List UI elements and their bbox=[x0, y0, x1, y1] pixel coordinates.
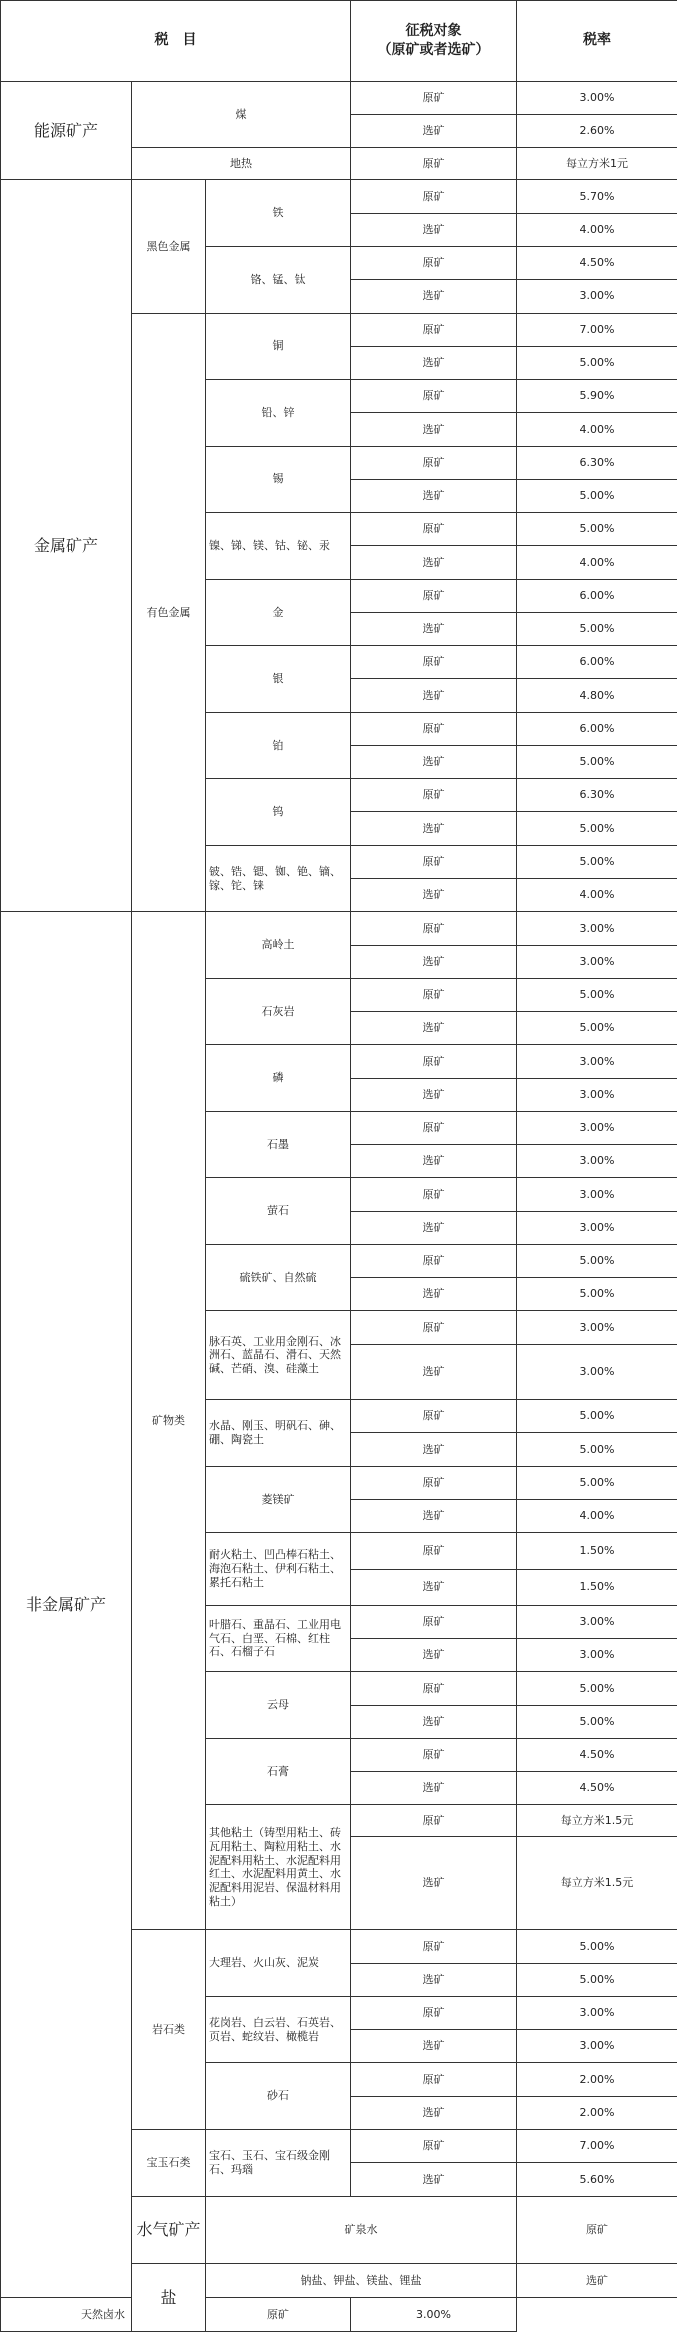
object-label: 选矿 bbox=[351, 546, 517, 579]
item-copper: 铜 bbox=[206, 313, 351, 380]
object-label: 选矿 bbox=[351, 2163, 517, 2196]
rate-value: 4.00% bbox=[517, 546, 677, 579]
object-label: 选矿 bbox=[351, 1344, 517, 1399]
subcategory-gem: 宝玉石类 bbox=[132, 2129, 206, 2196]
object-label: 选矿 bbox=[351, 213, 517, 246]
rate-value: 3.00% bbox=[517, 1639, 677, 1672]
rate-value: 5.00% bbox=[517, 513, 677, 546]
object-label: 选矿 bbox=[351, 879, 517, 912]
object-label: 原矿 bbox=[351, 513, 517, 546]
rate-value: 5.00% bbox=[517, 1963, 677, 1996]
item-mica: 云母 bbox=[206, 1672, 351, 1739]
subcategory-nonferrous: 有色金属 bbox=[132, 313, 206, 912]
object-label: 原矿 bbox=[351, 712, 517, 745]
item-limestone: 石灰岩 bbox=[206, 978, 351, 1045]
object-label: 选矿 bbox=[351, 1639, 517, 1672]
rate-value: 5.00% bbox=[517, 978, 677, 1011]
rate-value: 3.00% bbox=[517, 1605, 677, 1638]
object-label: 选矿 bbox=[351, 479, 517, 512]
object-label: 选矿 bbox=[351, 1278, 517, 1311]
object-label: 原矿 bbox=[351, 148, 517, 180]
object-label: 选矿 bbox=[351, 745, 517, 778]
header-object-line2: （原矿或者选矿） bbox=[377, 41, 490, 58]
object-label: 原矿 bbox=[351, 380, 517, 413]
rate-value: 4.00% bbox=[517, 1499, 677, 1532]
object-label: 原矿 bbox=[351, 1311, 517, 1344]
item-salts: 钠盐、钾盐、镁盐、锂盐 bbox=[206, 2264, 517, 2298]
item-brine: 天然卤水 bbox=[1, 2298, 206, 2332]
object-label: 选矿 bbox=[351, 1012, 517, 1045]
subcategory-ferrous: 黑色金属 bbox=[132, 180, 206, 313]
item-granite-group: 花岗岩、白云岩、石英岩、页岩、蛇纹岩、橄榄岩 bbox=[206, 1996, 351, 2063]
object-label: 选矿 bbox=[351, 413, 517, 446]
object-label: 原矿 bbox=[351, 1466, 517, 1499]
item-gem-group: 宝石、玉石、宝石级金刚石、玛瑙 bbox=[206, 2129, 351, 2196]
item-kaolin: 高岭土 bbox=[206, 912, 351, 979]
rate-value: 6.30% bbox=[517, 446, 677, 479]
item-iron: 铁 bbox=[206, 180, 351, 247]
object-label: 原矿 bbox=[351, 1533, 517, 1569]
object-label: 选矿 bbox=[351, 2030, 517, 2063]
object-label: 原矿 bbox=[351, 978, 517, 1011]
object-label: 选矿 bbox=[351, 280, 517, 313]
object-label: 原矿 bbox=[351, 1178, 517, 1211]
object-label: 原矿 bbox=[351, 246, 517, 279]
rate-value: 5.00% bbox=[517, 1433, 677, 1466]
object-label: 原矿 bbox=[351, 1738, 517, 1771]
rate-value: 3.00% bbox=[517, 1996, 677, 2029]
object-label: 选矿 bbox=[517, 2264, 677, 2298]
object-label: 原矿 bbox=[351, 180, 517, 213]
item-marble-group: 大理岩、火山灰、泥炭 bbox=[206, 1930, 351, 1997]
item-lead-zinc: 铅、锌 bbox=[206, 380, 351, 447]
object-label: 原矿 bbox=[351, 1045, 517, 1078]
rate-value: 3.00% bbox=[351, 2298, 517, 2332]
item-other-rare-metals: 铍、锆、锶、铷、铯、镝、镓、铊、铼 bbox=[206, 845, 351, 912]
object-label: 选矿 bbox=[351, 1963, 517, 1996]
object-label: 原矿 bbox=[351, 313, 517, 346]
rate-value: 6.30% bbox=[517, 779, 677, 812]
subcategory-mineral: 矿物类 bbox=[132, 912, 206, 1930]
rate-value: 2.60% bbox=[517, 114, 677, 147]
rate-value: 3.00% bbox=[517, 1045, 677, 1078]
item-pyrite: 硫铁矿、自然硫 bbox=[206, 1244, 351, 1311]
rate-value: 6.00% bbox=[517, 712, 677, 745]
object-label: 选矿 bbox=[351, 679, 517, 712]
object-label: 原矿 bbox=[206, 2298, 351, 2332]
rate-value: 3.00% bbox=[517, 1344, 677, 1399]
object-label: 选矿 bbox=[351, 1499, 517, 1532]
object-label: 选矿 bbox=[351, 2096, 517, 2129]
object-label: 选矿 bbox=[351, 1078, 517, 1111]
category-nonmetal: 非金属矿产 bbox=[1, 912, 132, 2298]
header-object-line1: 征税对象 bbox=[405, 22, 462, 39]
object-label: 原矿 bbox=[351, 1605, 517, 1638]
header-tax-object bbox=[351, 1, 517, 82]
rate-value: 4.50% bbox=[517, 246, 677, 279]
rate-value: 3.00% bbox=[517, 1211, 677, 1244]
category-water-gas: 水气矿产 bbox=[132, 2196, 206, 2264]
rate-value: 6.00% bbox=[517, 646, 677, 679]
item-mineral-water: 矿泉水 bbox=[206, 2196, 517, 2264]
rate-value: 3.00% bbox=[517, 81, 677, 114]
object-label: 选矿 bbox=[351, 1433, 517, 1466]
object-label: 原矿 bbox=[351, 1805, 517, 1836]
object-label: 原矿 bbox=[351, 646, 517, 679]
object-label: 原矿 bbox=[351, 2063, 517, 2096]
object-label: 原矿 bbox=[517, 2196, 677, 2264]
item-other-clay: 其他粘土（铸型用粘土、砖瓦用粘土、陶粒用粘土、水泥配料用粘土、水泥配料用红土、水泥配料用黄土、水泥配料用泥岩、保温材料用粘土） bbox=[206, 1805, 351, 1930]
object-label: 原矿 bbox=[351, 912, 517, 945]
rate-value: 3.00% bbox=[517, 1078, 677, 1111]
rate-value: 6.00% bbox=[517, 579, 677, 612]
item-sandstone: 砂石 bbox=[206, 2063, 351, 2130]
object-label: 原矿 bbox=[351, 779, 517, 812]
object-label: 选矿 bbox=[351, 1772, 517, 1805]
object-label: 原矿 bbox=[351, 1111, 517, 1144]
rate-value: 3.00% bbox=[517, 1111, 677, 1144]
object-label: 选矿 bbox=[351, 1836, 517, 1930]
object-label: 原矿 bbox=[351, 81, 517, 114]
object-label: 选矿 bbox=[351, 945, 517, 978]
item-magnesite: 菱镁矿 bbox=[206, 1466, 351, 1533]
rate-value: 5.00% bbox=[517, 1930, 677, 1963]
item-gold: 金 bbox=[206, 579, 351, 646]
rate-value: 5.60% bbox=[517, 2163, 677, 2196]
rate-value: 5.00% bbox=[517, 612, 677, 645]
item-cr-mn-ti: 铬、锰、钛 bbox=[206, 246, 351, 313]
rate-value: 每立方米1.5元 bbox=[517, 1836, 677, 1930]
object-label: 选矿 bbox=[351, 812, 517, 845]
object-label: 选矿 bbox=[351, 612, 517, 645]
rate-value: 2.00% bbox=[517, 2063, 677, 2096]
object-label: 选矿 bbox=[351, 1145, 517, 1178]
rate-value: 5.00% bbox=[517, 1705, 677, 1738]
rate-value: 5.00% bbox=[517, 745, 677, 778]
header-tax-item: 税 目 bbox=[1, 1, 351, 82]
category-energy: 能源矿产 bbox=[1, 81, 132, 180]
rate-value: 4.50% bbox=[517, 1772, 677, 1805]
rate-value: 7.00% bbox=[517, 313, 677, 346]
object-label: 原矿 bbox=[351, 1400, 517, 1433]
object-label: 原矿 bbox=[351, 1930, 517, 1963]
item-gypsum: 石膏 bbox=[206, 1738, 351, 1805]
category-salt: 盐 bbox=[132, 2264, 206, 2332]
item-platinum: 铂 bbox=[206, 712, 351, 779]
rate-value: 7.00% bbox=[517, 2129, 677, 2162]
object-label: 原矿 bbox=[351, 1672, 517, 1705]
item-pyrophyllite-group: 叶腊石、重晶石、工业用电气石、白垩、石棉、红柱石、石榴子石 bbox=[206, 1605, 351, 1672]
object-label: 选矿 bbox=[351, 1211, 517, 1244]
item-tungsten: 钨 bbox=[206, 779, 351, 846]
rate-value: 4.80% bbox=[517, 679, 677, 712]
rate-value: 5.00% bbox=[517, 479, 677, 512]
item-clay-group: 耐火粘土、凹凸棒石粘土、海泡石粘土、伊利石粘土、累托石粘土 bbox=[206, 1533, 351, 1606]
rate-value: 4.00% bbox=[517, 213, 677, 246]
item-crystal-group: 水晶、刚玉、明矾石、砷、硼、陶瓷土 bbox=[206, 1400, 351, 1467]
rate-value: 每立方米1.5元 bbox=[517, 1805, 677, 1836]
item-ni-sb-mg-co-bi-hg: 镍、锑、镁、钴、铋、汞 bbox=[206, 513, 351, 580]
rate-value: 5.00% bbox=[517, 1400, 677, 1433]
rate-value: 3.00% bbox=[517, 1145, 677, 1178]
object-label: 选矿 bbox=[351, 346, 517, 379]
object-label: 选矿 bbox=[351, 1569, 517, 1605]
item-fluorite: 萤石 bbox=[206, 1178, 351, 1245]
item-quartz-group: 脉石英、工业用金刚石、冰洲石、蓝晶石、滑石、天然碱、芒硝、溴、硅藻土 bbox=[206, 1311, 351, 1400]
object-label: 原矿 bbox=[351, 2129, 517, 2162]
object-label: 原矿 bbox=[351, 446, 517, 479]
object-label: 原矿 bbox=[351, 845, 517, 878]
rate-value: 4.50% bbox=[517, 1738, 677, 1771]
item-phosphorus: 磷 bbox=[206, 1045, 351, 1112]
rate-value: 5.00% bbox=[517, 1672, 677, 1705]
item-coal: 煤 bbox=[132, 81, 351, 148]
category-metal: 金属矿产 bbox=[1, 180, 132, 912]
rate-value: 5.70% bbox=[517, 180, 677, 213]
rate-value: 5.00% bbox=[517, 346, 677, 379]
rate-value: 5.00% bbox=[517, 812, 677, 845]
object-label: 原矿 bbox=[351, 1244, 517, 1277]
rate-value: 5.90% bbox=[517, 380, 677, 413]
rate-value: 4.00% bbox=[517, 413, 677, 446]
rate-value: 3.00% bbox=[517, 1178, 677, 1211]
item-tin: 锡 bbox=[206, 446, 351, 513]
rate-value: 1.50% bbox=[517, 1533, 677, 1569]
rate-value: 3.00% bbox=[517, 2030, 677, 2063]
rate-value: 5.00% bbox=[517, 1466, 677, 1499]
object-label: 选矿 bbox=[351, 114, 517, 147]
rate-value: 4.00% bbox=[517, 879, 677, 912]
subcategory-rock: 岩石类 bbox=[132, 1930, 206, 2130]
rate-value: 5.00% bbox=[517, 1244, 677, 1277]
rate-value: 5.00% bbox=[517, 1012, 677, 1045]
item-silver: 银 bbox=[206, 646, 351, 713]
rate-value: 2.00% bbox=[517, 2096, 677, 2129]
item-graphite: 石墨 bbox=[206, 1111, 351, 1178]
rate-value: 3.00% bbox=[517, 912, 677, 945]
rate-value: 5.00% bbox=[517, 1278, 677, 1311]
rate-value: 5.00% bbox=[517, 845, 677, 878]
item-geothermal: 地热 bbox=[132, 148, 351, 180]
rate-value: 3.00% bbox=[517, 945, 677, 978]
header-rate: 税率 bbox=[517, 1, 677, 82]
rate-value: 3.00% bbox=[517, 280, 677, 313]
object-label: 选矿 bbox=[351, 1705, 517, 1738]
object-label: 原矿 bbox=[351, 1996, 517, 2029]
object-label: 原矿 bbox=[351, 579, 517, 612]
rate-value: 3.00% bbox=[517, 1311, 677, 1344]
rate-value: 每立方米1元 bbox=[517, 148, 677, 180]
rate-value: 1.50% bbox=[517, 1569, 677, 1605]
